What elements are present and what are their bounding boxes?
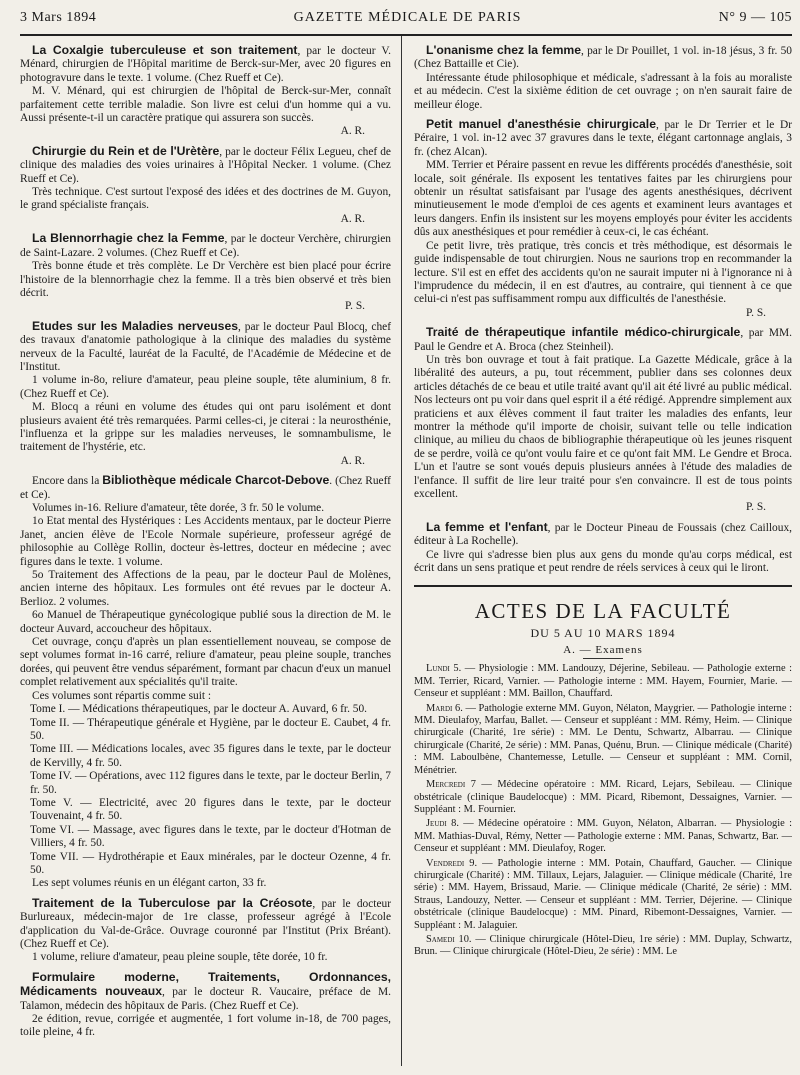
review-therapeutique-infantile <box>414 326 792 515</box>
review-tuberculose <box>20 897 391 965</box>
left-column <box>20 36 402 1066</box>
review-anesthesie <box>414 118 792 320</box>
review-details: 2e édition, revue, corrigée et augmentée, 1 fort volume in-18, de 700 pages, toile pleine, 4 fr. <box>20 1013 391 1039</box>
review-signature: P. S. <box>746 501 766 514</box>
exam-day-label: Lundi 5. <box>426 663 462 675</box>
review-title: L'onanisme chez la femme <box>426 43 582 57</box>
review-body: Ce livre qui s'adresse bien plus aux gens du monde qu'au corps médical, est écrit dans un sens pratique et peut rendre de réels services à ceux qui le liront. <box>414 548 792 575</box>
volume-entry: Tome I. — Médications thérapeutiques, par le docteur A. Auvard, 6 fr. 50. <box>30 703 368 716</box>
review-title: La femme et l'enfant <box>426 519 548 534</box>
header-title: GAZETTE MÉDICALE DE PARIS <box>293 10 522 25</box>
review-body: MM. Terrier et Péraire passent en revue les différents procédés d'anesthésie, soit locale, soit générale. Ils exposent les tentatives faites par les chirurgiens pour obtenir un résultat satisfaisant par l'usage des agents anesthésiques, décrivent minutieusement le mode d'emploi de ces agents et examinent leurs avantages et leurs dangers. Enfin ils insistent sur les moyens employés pour éviter les accidents dûs aux anesthésiques et pour remédier à ceux-ci, le cas échéant. <box>414 159 792 239</box>
review-title: Traitement de la Tuberculose par la Créosote <box>32 895 313 910</box>
review-femme-enfant <box>414 521 792 576</box>
exam-day-text: — Clinique chirurgicale (Hôtel-Dieu, 1re série) : MM. Duplay, Schwartz, Brun. — Clinique chirurgicale (Hôtel-Dieu, 2e série) : MM. Le <box>414 933 792 958</box>
review-title: La Coxalgie tuberculeuse et son traitement <box>32 43 298 57</box>
review-body: M. V. Ménard, qui est chirurgien de l'hôpital de Berck-sur-Mer, connaît parfaitement cette terrible maladie. Son livre est celui d'un homme qui a vu. Aussi présente-t-il un caractère pratique qui assurera son succès. <box>20 85 391 125</box>
actes-date: DU 5 AU 10 MARS 1894 <box>530 626 676 641</box>
actes-title: ACTES DE LA FACULTÉ <box>474 599 732 624</box>
header-date: 3 Mars 1894 <box>20 10 97 25</box>
review-signature: P. S. <box>746 306 766 319</box>
review-signature: A. R. <box>340 212 365 225</box>
review-details: 1 volume in-8o, reliure d'amateur, peau pleine souple, tête aluminium, 8 fr. (Chez Rueff et Ce). <box>20 374 391 400</box>
review-meta: . (Chez Rueff et Ce). <box>20 475 391 501</box>
review-meta: , par le docteur Burlureaux, médecin-major de 1re classe, professeur agrégé à l'Ecole d'application du Val-de-Grâce. Ouvrage couronné par l'Institut (Prix Bréant). (Chez Rueff et Ce). <box>20 897 391 950</box>
review-meta: , par le docteur Verchère, chirurgien de Saint-Lazare. 2 volumes. (Chez Rueff et Ce). <box>20 233 391 259</box>
exam-day <box>414 703 792 777</box>
volume-entry: Tome V. — Electricité, avec 20 figures dans le texte, par le docteur Touvenaint, 4 fr. 50. <box>30 796 391 823</box>
review-details: Volumes in-16. Reliure d'amateur, tête dorée, 3 fr. 50 le volume. <box>32 502 325 514</box>
review-meta: , par le Dr Pouillet, 1 vol. in-18 jésus, 3 fr. 50 (Chez Battaille et Cie). <box>414 45 792 71</box>
review-meta: , par le docteur V. Ménard, chirurgien de l'Hôpital maritime de Berck-sur-Mer, avec 20 figures en photogravure dans le texte. 1 volume. (Chez Rueff et Ce). <box>20 45 392 84</box>
review-signature: A. R. <box>340 454 365 467</box>
volumes-list <box>20 703 391 877</box>
review-title: Etudes sur les Maladies nerveuses <box>32 318 239 333</box>
review-body: Ces volumes sont répartis comme suit : <box>32 689 212 702</box>
actes-section <box>414 599 792 958</box>
review-title: Traité de thérapeutique infantile médico-chirurgicale <box>426 325 741 340</box>
exam-day-label: Mardi 6. <box>426 702 463 714</box>
exam-day-label: Jeudi 8. <box>426 818 459 830</box>
review-meta: , par MM. Paul le Gendre et A. Broca (chez Steinheil). <box>414 327 792 353</box>
review-title: La Blennorrhagie chez la Femme <box>32 231 225 246</box>
header-issue: N° 9 — 105 <box>718 10 792 25</box>
review-title: Formulaire moderne, Traitements, Ordonnances, Médicaments nouveaux <box>20 969 391 999</box>
exam-day <box>414 858 792 932</box>
page-header <box>20 10 792 30</box>
volume-entry: Tome IV. — Opérations, avec 112 figures dans le texte, par le docteur Berlin, 7 fr. 50. <box>30 770 391 796</box>
review-details: 1 volume, reliure d'amateur, peau pleine souple, tête dorée, 10 fr. <box>32 951 328 964</box>
review-item: 1o Etat mental des Hystériques : Les Accidents mentaux, par le docteur Pierre Janet, ancien élève de l'Ecole Normale supérieure, professeur agrégé de philosophie au Collège Rollin, docteur ès-lettres, docteur en médecine ; avec figures dans le texte. 1 volume. <box>20 515 391 568</box>
review-signature: A. R. <box>340 125 365 138</box>
review-meta: , par le docteur Paul Blocq, chef des travaux d'anatomie pathologique à la clinique des maladies du système nerveux de la Faculté, lauréat de la Faculté, de l'Académie de Médecine et de l'Institut. <box>20 320 391 373</box>
review-meta: , par le Docteur Pineau de Foussais (chez Cailloux, éditeur à La Rochelle). <box>414 521 792 548</box>
exam-day-text: — Pathologie externe MM. Guyon, Nélaton, Maygrier. — Pathologie interne : MM. Dieulafoy, Marfau, Ballet. — Censeur et suppléant : MM. Rémy, Heim. — Clinique chirurgicale (Charité, 1re série) : MM. Le Dentu, Schwartz, Albarrau. — Clinique chirurgicale (Charité, 2e série) : MM. Panas, Quénu, Brun. — Clinique médicale (Charité) : MM. Laboulbène, Chantemesse, Letulle. — Censeur et suppléant : MM. Cornil, Ménétrier. <box>414 702 792 776</box>
review-meta: , par le Dr Terrier et le Dr Péraire, 1 vol. in-12 avec 37 gravures dans le texte, élégant cartonnage anglais, 3 fr. (chez Alcan). <box>414 119 792 158</box>
review-maladies-nerveuses <box>20 320 391 468</box>
review-body: Très bonne étude et très complète. Le Dr Verchère est bien placé pour écrire l'histoire de la blennorrhagie chez la femme. Il a très bien observé et très bien décrit. <box>20 260 391 299</box>
review-item: 6o Manuel de Thérapeutique gynécologique publié sous la direction de M. le docteur Auvard, accoucheur des hôpitaux. <box>20 609 391 635</box>
exam-day-label: Vendredi 9. <box>426 857 478 869</box>
review-item: 5o Traitement des Affections de la peau, par le docteur Paul de Molènes, ancien interne des hôpitaux. Les formules ont été revues par le docteur A. Berlioz. 2 volumes. <box>20 569 391 608</box>
right-column <box>402 36 792 1066</box>
actes-subtitle: A. — Examens <box>414 644 792 659</box>
review-meta: , par le docteur Félix Legueu, chef de clinique des maladies des voies urinaires à l'Hôpital Necker. 1 volume. (Chez Rueff et Ce). <box>20 145 391 185</box>
section-rule <box>414 585 792 587</box>
review-meta: , par le docteur R. Vaucaire, préface de M. Talamon, médecin des hôpitaux de Paris. (Chez Rueff et Ce). <box>20 986 391 1012</box>
review-charcot-debove <box>20 474 391 891</box>
volume-entry: Tome III. — Médications locales, avec 35 figures dans le texte, par le docteur de Kervilly, 4 fr. 50. <box>30 743 391 769</box>
review-body: Les sept volumes réunis en un élégant carton, 33 fr. <box>32 877 267 890</box>
exam-day-text: — Pathologie interne : MM. Potain, Chauffard, Gaucher. — Clinique chirurgicale (Charité) : MM. Tillaux, Lejars, Jalaguier. — Clinique médicale (Charité, 1re série) : MM. Hayem, Brissaud, Marie. — Clinique médicale (Charité, 2e série) : MM. Straus, Landouzy, Netter. — Censeur et suppléant : MM. Terrier, Déjerine. — Clinique obstétricale (clinique Baudelocque) : MM. Pinard, Ribemont-Dessaignes, Varnier. — Suppléant : M. Jalaguier. <box>414 857 792 931</box>
exam-day-text: — Médecine opératoire : MM. Ricard, Lejars, Sebileau. — Clinique obstétricale (clinique Baudelocque) : MM. Picard, Ribemont, Dessaignes, Varnier. — Suppléant : M. Fournier. <box>414 779 792 815</box>
review-title: Petit manuel d'anesthésie chirurgicale <box>426 117 656 132</box>
columns <box>20 36 792 1066</box>
exam-day-label: Samedi 10. <box>426 933 472 945</box>
review-coxalgie <box>20 44 391 139</box>
exam-day-text: — Physiologie : MM. Landouzy, Déjerine, Sebileau. — Pathologie externe : MM. Terrier, Ricard, Varnier. — Pathologie interne : MM. Hayem, Fournier, Marie. — Censeur et suppléant : MM. Baillon, Chauffard. <box>414 663 792 700</box>
review-rein <box>20 145 391 226</box>
exam-day-text: — Médecine opératoire : MM. Guyon, Nélaton, Albarran. — Physiologie : MM. Mathias-Duval, Rémy, Netter — Pathologie externe : MM. Panas, Schwartz, Bar. — Censeur et suppléant : MM. Dieulafoy, Roger. <box>414 818 792 855</box>
review-body: Un très bon ouvrage et tout à fait pratique. La Gazette Médicale, grâce à la libéralité des auteurs, a pu, tout récemment, publier dans ses colonnes deux articles détachés de ce beau et utile traité avant qu'il ait été livré au public médical. Nos lecteurs ont pu voir dans quel esprit il a été rédigé. Apprendre simplement aux praticiens et aux élèves comment il faut traiter les maladies des enfants, leur montrer la méthode qu'il importe de choisir, suivant telle ou telle indication clinique, au milieu du chaos de bibliographie thérapeutique où les jeunes risquent de se perdre, voilà ce qu'ont voulu faire et ce qu'ont fait MM. Le Gendre et Broca. L'un et l'autre se sont voués depuis plusieurs années à l'étude des maladies de l'enfance. Il suffit de lire leur traité pour s'en convaincre. Il est de tous points excellent. <box>414 353 792 500</box>
volume-entry: Tome VI. — Massage, avec figures dans le texte, par le docteur d'Hotman de Villiers, 4 fr. 50. <box>30 823 391 850</box>
review-body: M. Blocq a réuni en volume des études qui ont paru isolément et dont plusieurs avaient été très remarquées. Parmi celles-ci, je citerai : la neurosthénie, l'influenza et la grippe sur les maladies nerveuses, le somnambulisme, le traitement de l'hystérie, etc. <box>20 401 391 454</box>
review-body: Intéressante étude philosophique et médicale, s'adressant à la fois au moraliste et au médecin. C'est la sixième édition de cet ouvrage ; on n'en saurait faire de meilleur éloge. <box>414 71 792 111</box>
review-blennorrhagie <box>20 232 391 313</box>
review-onanisme <box>414 44 792 112</box>
review-body: Ce petit livre, très pratique, très concis et très méthodique, est désormais le guide indispensable de tout chirurgien. Nous ne saurions trop en recommander la lecture. S'il est en effet des accidents qu'on ne saurait imputer ni à l'ignorance ni à l'imprudence du médecin, il en est d'autres, au contraire, qui tiennent à ce que celui-ci n'est pas suffisamment rompu aux difficultés de l'anesthésie. <box>414 239 792 306</box>
review-intro: Encore dans la <box>32 475 103 488</box>
exam-day-label: Mercredi 7 <box>426 779 476 791</box>
exam-day <box>414 663 792 700</box>
review-title: Chirurgie du Rein et de l'Urètère <box>32 143 220 158</box>
review-signature: P. S. <box>345 300 365 313</box>
review-title: Bibliothèque médicale Charcot-Debove <box>102 473 330 488</box>
exam-day <box>414 934 792 959</box>
volume-entry: Tome VII. — Hydrothérapie et Eaux minérales, par le docteur Ozenne, 4 fr. 50. <box>30 850 391 876</box>
review-body: Cet ouvrage, conçu d'après un plan essentiellement nouveau, se compose de sept volumes format in-16 carré, reliure d'amateur, peau pleine souple, tranches dorées, qui peuvent être vendus séparément, formant par chacun d'eux un manuel complet relativement aux spécialités qu'il traite. <box>20 636 391 689</box>
review-body: Très technique. C'est surtout l'exposé des idées et des doctrines de M. Guyon, le grand spécialiste français. <box>20 186 391 212</box>
exam-day <box>414 818 792 855</box>
volume-entry: Tome II. — Thérapeutique générale et Hygiène, par le docteur E. Caubet, 4 fr. 50. <box>30 716 391 742</box>
exam-day <box>414 779 792 816</box>
review-formulaire <box>20 971 391 1040</box>
